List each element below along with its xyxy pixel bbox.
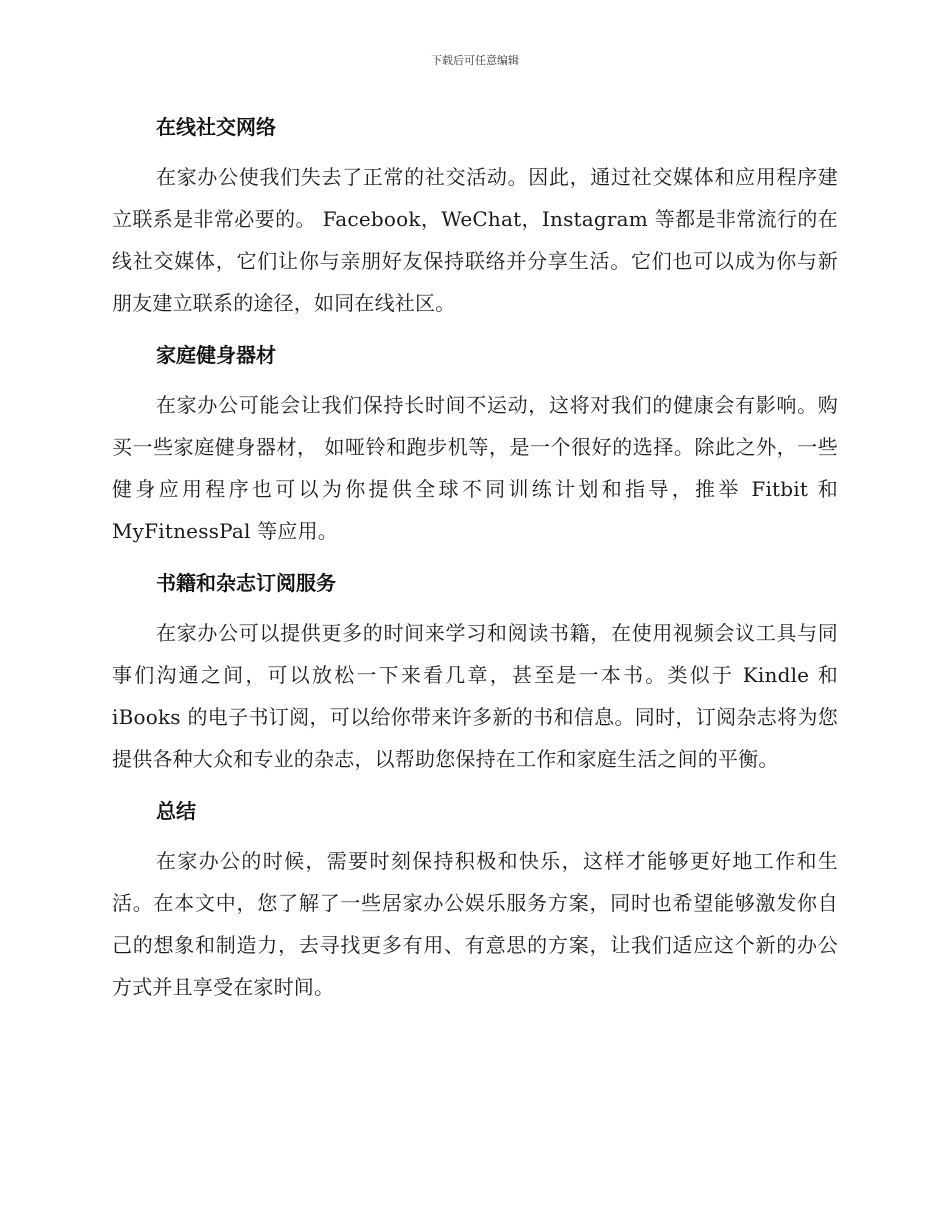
section-home-fitness (112, 337, 838, 552)
section-paragraph: 在家办公使我们失去了正常的社交活动。因此，通过社交媒体和应用程序建立联系是非常必要的。 Facebook，WeChat，Instagram 等都是非常流行的在线社交媒体，它们让你与亲朋好友保持联络并分享生活。它们也可以成为你与新朋友建立联系的途径，如同在线社区。 (112, 165, 838, 315)
section-heading: 家庭健身器材 (156, 343, 276, 367)
section-heading: 总结 (156, 799, 196, 823)
section-summary (112, 793, 838, 1008)
page-header: 下载后可任意编辑 (431, 54, 519, 67)
section-heading: 在线社交网络 (156, 115, 276, 139)
section-books-magazines (112, 565, 838, 780)
section-paragraph: 在家办公可以提供更多的时间来学习和阅读书籍，在使用视频会议工具与同事们沟通之间，可以放松一下来看几章，甚至是一本书。类似于 Kindle 和 iBooks 的电子书订阅，可以给你带来许多新的书和信息。同时，订阅杂志将为您提供各种大众和专业的杂志，以帮助您保持在工作和家庭生活之间的平衡。 (112, 621, 838, 771)
section-paragraph: 在家办公可能会让我们保持长时间不运动，这将对我们的健康会有影响。购买一些家庭健身器材， 如哑铃和跑步机等，是一个很好的选择。除此之外，一些健身应用程序也可以为你提供全球不同训练计划和指导，推举 Fitbit 和 MyFitnessPal 等应用。 (112, 393, 838, 543)
section-paragraph: 在家办公的时候，需要时刻保持积极和快乐，这样才能够更好地工作和生活。在本文中，您了解了一些居家办公娱乐服务方案，同时也希望能够激发你自己的想象和制造力，去寻找更多有用、有意思的方案，让我们适应这个新的办公方式并且享受在家时间。 (112, 849, 838, 999)
section-online-social (112, 109, 838, 324)
section-heading: 书籍和杂志订阅服务 (156, 571, 336, 595)
document-body (112, 109, 838, 1021)
